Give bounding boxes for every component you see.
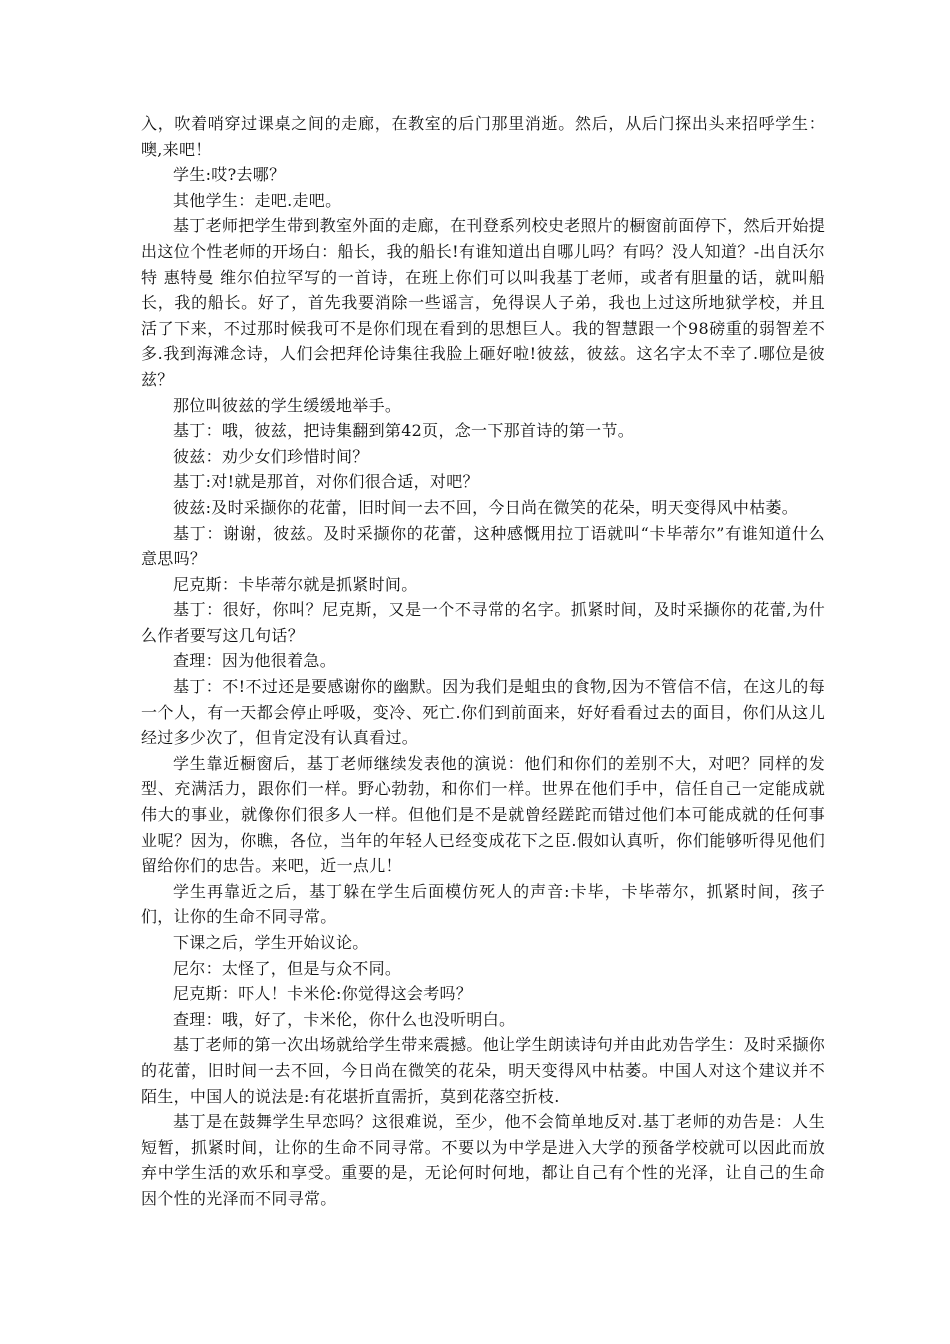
paragraph: 基丁老师的第一次出场就给学生带来震撼。他让学生朗读诗句并由此劝告学生：及时采撷你的花蕾，旧时间一去不回，今日尚在微笑的花朵，明天变得风中枯萎。中国人对这个建议并不陌生，中国人的说法是:有花堪折直需折，莫到花落空折枝. [141,1035,826,1106]
paragraph: 那位叫彼兹的学生缓缓地举手。 [173,395,402,415]
paragraph: 尼尔：太怪了，但是与众不同。 [173,958,402,978]
paragraph: 查理：因为他很着急。 [173,651,337,671]
paragraph: 基丁：很好，你叫？尼克斯，又是一个不寻常的名字。抓紧时间，及时采撷你的花蕾,为什么作者要写这几句话？ [141,600,825,645]
paragraph: 查理：哦，好了，卡米伦，你什么也没听明白。 [173,1009,516,1029]
paragraph: 基丁老师把学生带到教室外面的走廊，在刊登系列校史老照片的橱窗前面停下，然后开始提出这位个性老师的开场白：船长，我的船长!有谁知道出自哪儿吗？有吗？没人知道？-出自沃尔特 惠特曼 维尔伯拉罕写的一首诗，在班上你们可以叫我基丁老师，或者有胆量的话，就叫船长，我的船长。好了，首先我要消除一些谣言，免得误人子弟，我也上过这所地狱学校，并且活了下来，不过那时候我可不是你们现在看到的思想巨人。我的智慧跟一个98磅重的弱智差不多.我到海滩念诗，人们会把拜伦诗集往我脸上砸好啦!彼兹，彼兹。这名字太不幸了.哪位是彼兹？ [141,216,826,389]
paragraph: 基丁：哦，彼兹，把诗集翻到第42页，念一下那首诗的第一节。 [173,421,635,441]
paragraph-continuation: 入，吹着哨穿过课桌之间的走廊，在教室的后门那里消逝。然后，从后门探出头来招呼学生：噢,来吧！ [141,114,825,159]
document-body [141,111,825,1212]
paragraph: 基丁:对!就是那首，对你们很合适，对吧？ [173,472,479,492]
paragraph: 彼兹:及时采撷你的花蕾，旧时间一去不回，今日尚在微笑的花朵，明天变得风中枯萎。 [173,497,799,517]
paragraph: 尼克斯：吓人！卡米伦:你觉得这会考吗？ [173,984,473,1004]
paragraph: 彼兹：劝少女们珍惜时间？ [173,446,369,466]
paragraph: 基丁：不!不过还是要感谢你的幽默。因为我们是蛆虫的食物,因为不管信不信，在这儿的每一个人，有一天都会停止呼吸，变冷、死亡.你们到前面来，好好看看过去的面目，你们从这儿经过多少次了，但肯定没有认真看过。 [141,677,825,748]
paragraph: 基丁是在鼓舞学生早恋吗？这很难说，至少，他不会简单地反对.基丁老师的劝告是：人生短暂，抓紧时间，让你的生命不同寻常。不要以为中学是进入大学的预备学校就可以因此而放弃中学生活的欢乐和享受。重要的是，无论何时何地，都让自己有个性的光泽，让自己的生命因个性的光泽而不同寻常。 [141,1112,825,1208]
paragraph: 尼克斯：卡毕蒂尔就是抓紧时间。 [173,574,418,594]
paragraph: 基丁：谢谢，彼兹。及时采撷你的花蕾，这种感慨用拉丁语就叫“卡毕蒂尔”有谁知道什么意思吗？ [141,523,825,569]
paragraph: 下课之后，学生开始议论。 [173,933,369,952]
paragraph: 学生:哎?去哪？ [173,165,286,185]
paragraph: 其他学生：走吧.走吧。 [173,190,342,210]
paragraph: 学生靠近橱窗后，基丁老师继续发表他的演说：他们和你们的差别不大，对吧？同样的发型、充满活力，跟你们一样。野心勃勃，和你们一样。世界在他们手中，信任自己一定能成就伟大的事业，就像你们很多人一样。但他们是不是就曾经蹉跎而错过他们本可能成就的任何事业呢？因为，你瞧，各位，当年的年轻人已经变成花下之臣.假如认真听，你们能够听得见他们留给你们的忠告。来吧，近一点儿！ [141,753,825,876]
paragraph: 学生再靠近之后，基丁躲在学生后面模仿死人的声音:卡毕，卡毕蒂尔，抓紧时间，孩子们，让你的生命不同寻常。 [141,881,825,927]
